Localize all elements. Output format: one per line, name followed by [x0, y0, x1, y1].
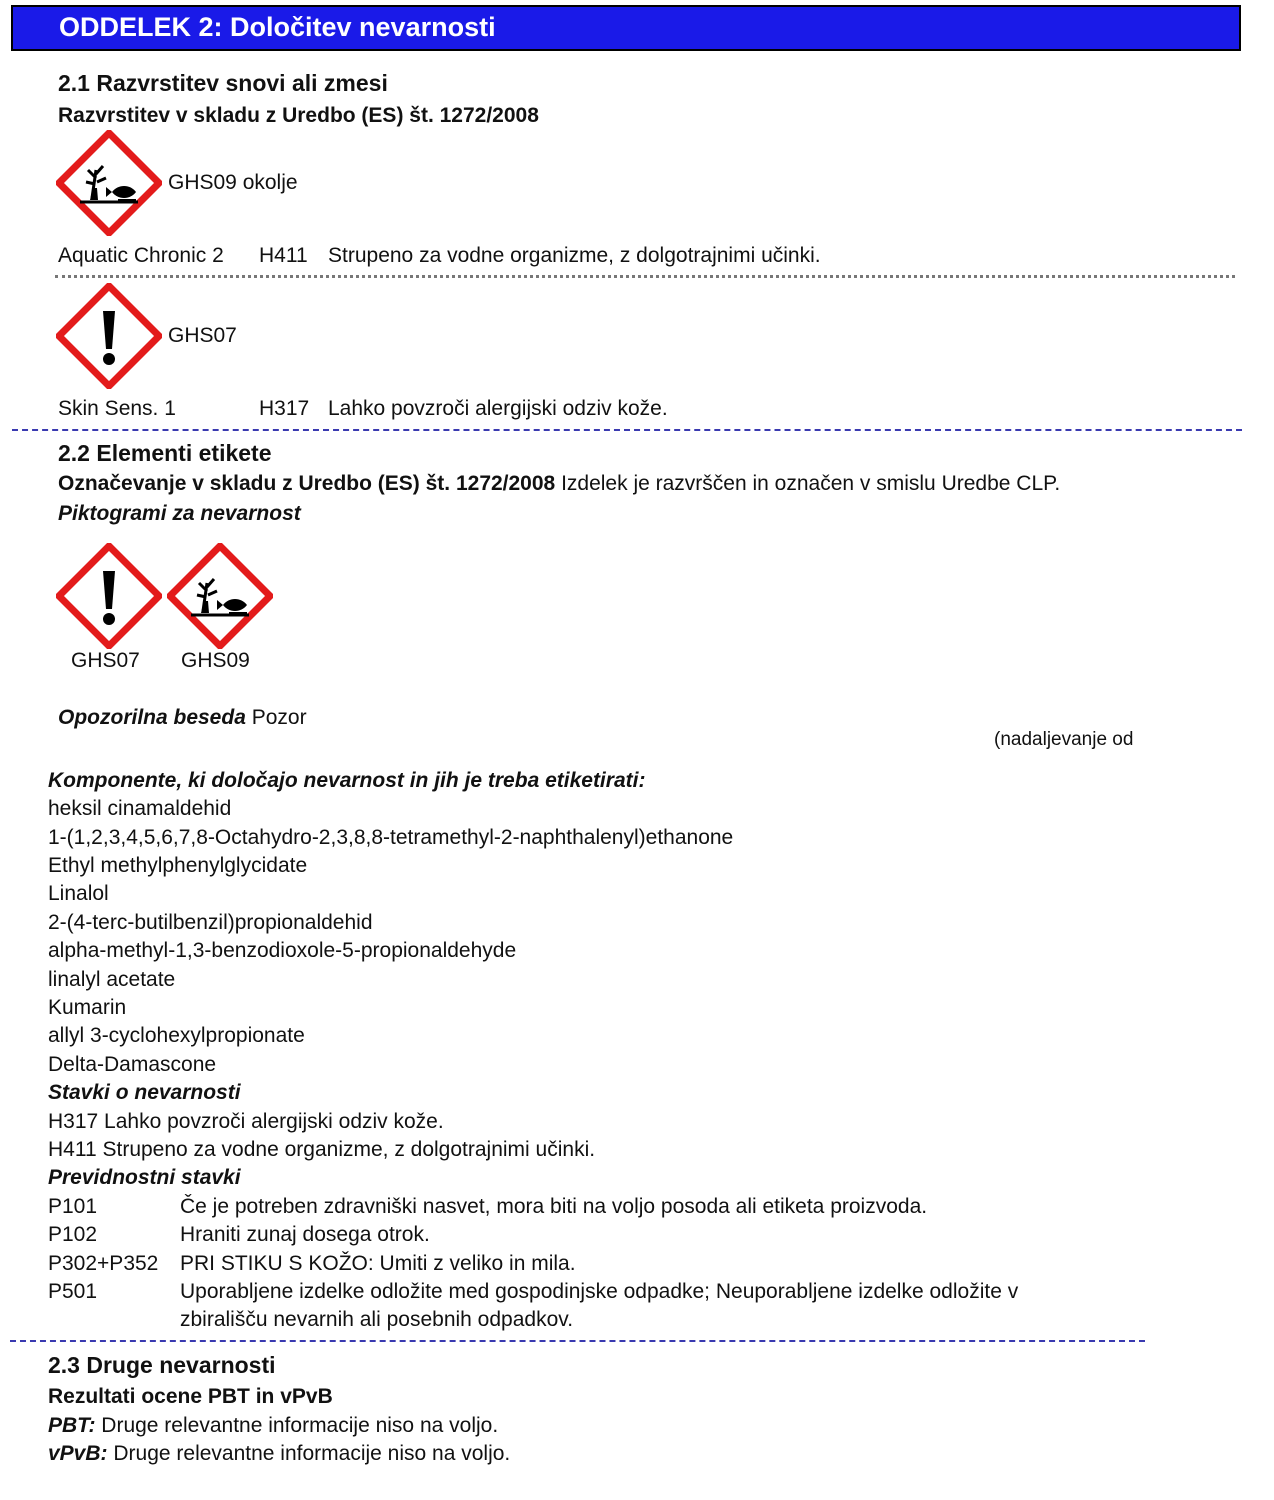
- ghs07-pictogram-icon: [56, 283, 162, 389]
- component-item: heksil cinamaldehid: [48, 797, 232, 820]
- section-header-bar: [11, 5, 1241, 51]
- hazard-class-skin: Skin Sens. 1: [58, 397, 176, 420]
- vpvb-line: [48, 1442, 510, 1466]
- component-item: Linalol: [48, 882, 109, 905]
- ghs07-label: GHS07: [168, 324, 237, 347]
- signal-word-line: [58, 706, 307, 730]
- vpvb-text: Druge relevantne informacije niso na voljo.: [113, 1442, 511, 1465]
- labeling-bold: Označevanje v skladu z Uredbo (ES) št. 1272/2008: [58, 472, 556, 495]
- continued-note: (nadaljevanje od: [994, 729, 1134, 750]
- hazard-statements-heading: Stavki o nevarnosti: [48, 1081, 241, 1104]
- section-2-1-subtitle: Razvrstitev v skladu z Uredbo (ES) št. 1272/2008: [58, 104, 539, 127]
- ghs07-label-pictogram-icon: [56, 543, 162, 649]
- vpvb-label: vPvB:: [48, 1442, 108, 1465]
- ghs09-label: GHS09 okolje: [168, 171, 298, 194]
- signal-word: Pozor: [251, 706, 307, 729]
- pbt-label: PBT:: [48, 1414, 96, 1437]
- precaution-code: P501: [48, 1280, 98, 1303]
- component-item: allyl 3-cyclohexylpropionate: [48, 1024, 305, 1047]
- component-item: linalyl acetate: [48, 968, 176, 991]
- precaution-code: P101: [48, 1195, 98, 1218]
- hazard-statement-item: H317 Lahko povzroči alergijski odziv kože.: [48, 1110, 444, 1133]
- section-2-2-title: 2.2 Elementi etikete: [58, 440, 272, 466]
- precaution-text: Hraniti zunaj dosega otrok.: [180, 1223, 430, 1246]
- pbt-text: Druge relevantne informacije niso na voljo.: [101, 1414, 499, 1437]
- pictogram-caption-ghs09: GHS09: [181, 649, 250, 672]
- component-item: Delta-Damascone: [48, 1053, 217, 1076]
- component-item: 1-(1,2,3,4,5,6,7,8-Octahydro-2,3,8,8-tetramethyl-2-naphthalenyl)ethanone: [48, 826, 734, 849]
- components-heading: Komponente, ki določajo nevarnost in jih je treba etiketirati:: [48, 769, 646, 792]
- section-header-title: ODDELEK 2: Določitev nevarnosti: [59, 12, 496, 42]
- precaution-code: P102: [48, 1223, 98, 1246]
- pictogram-caption-ghs07: GHS07: [71, 649, 140, 672]
- signal-word-label: Opozorilna beseda: [58, 706, 246, 729]
- hazard-code-h411: H411: [259, 244, 308, 267]
- hazard-code-h317: H317: [259, 397, 310, 420]
- precaution-text: Če je potreben zdravniški nasvet, mora biti na voljo posoda ali etiketa proizvoda.: [180, 1195, 928, 1218]
- labeling-line: [58, 472, 1060, 496]
- component-item: 2-(4-terc-butilbenzil)propionaldehid: [48, 911, 373, 934]
- hazard-statement-item: H411 Strupeno za vodne organizme, z dolgotrajnimi učinki.: [48, 1138, 596, 1161]
- component-item: alpha-methyl-1,3-benzodioxole-5-propionaldehyde: [48, 939, 517, 962]
- section-divider: [10, 1340, 1145, 1342]
- labeling-text: Izdelek je razvrščen in označen v smislu Uredbe CLP.: [561, 472, 1061, 495]
- precaution-text-continued: zbirališču nevarnih ali posebnih odpadkov.: [180, 1308, 574, 1331]
- ghs09-label-pictogram-icon: [167, 543, 273, 649]
- precaution-code: P302+P352: [48, 1252, 159, 1275]
- hazard-statement-h411: Strupeno za vodne organizme, z dolgotrajnimi učinki.: [328, 244, 821, 267]
- ghs09-pictogram-icon: [56, 130, 162, 236]
- section-divider: [12, 429, 1242, 431]
- section-2-1-title: 2.1 Razvrstitev snovi ali zmesi: [58, 70, 388, 96]
- pictograms-heading: Piktogrami za nevarnost: [58, 502, 301, 525]
- dotted-divider: [55, 275, 1235, 278]
- precaution-text: PRI STIKU S KOŽO: Umiti z veliko in mila.: [180, 1252, 576, 1275]
- precautionary-heading: Previdnostni stavki: [48, 1166, 241, 1189]
- component-item: Kumarin: [48, 996, 127, 1019]
- component-item: Ethyl methylphenylglycidate: [48, 854, 308, 877]
- hazard-class-aquatic: Aquatic Chronic 2: [58, 244, 224, 267]
- precaution-text: Uporabljene izdelke odložite med gospodinjske odpadke; Neuporabljene izdelke odložite v: [180, 1280, 1019, 1303]
- section-2-3-subtitle: Rezultati ocene PBT in vPvB: [48, 1385, 333, 1408]
- section-2-3-title: 2.3 Druge nevarnosti: [48, 1352, 276, 1378]
- hazard-statement-h317: Lahko povzroči alergijski odziv kože.: [328, 397, 668, 420]
- pbt-line: [48, 1414, 498, 1438]
